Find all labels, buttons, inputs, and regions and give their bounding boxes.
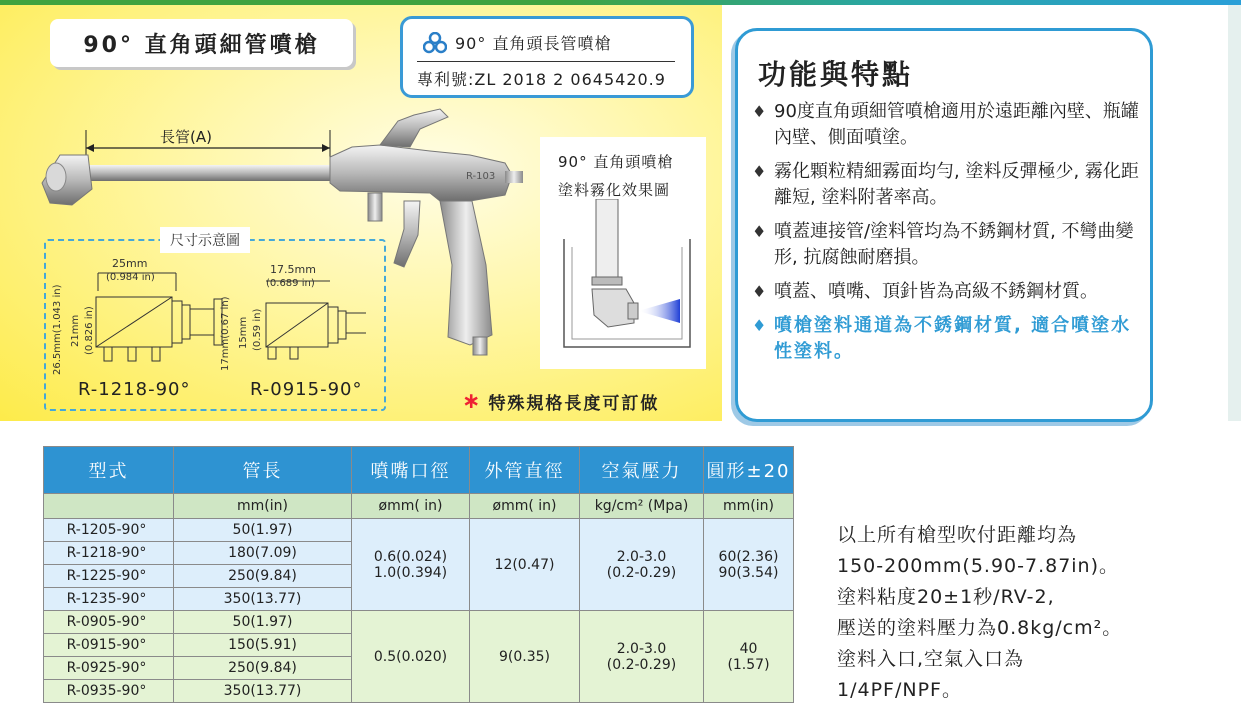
dim-a-width: 25mm — [112, 257, 148, 270]
nozzle-cell-b: 0.5(0.020) — [352, 611, 470, 703]
features-list — [752, 99, 1144, 373]
dim-model-a: R-1218-90° — [78, 379, 191, 400]
feature-item: ♦ 噴蓋、噴嘴、頂針皆為高級不銹鋼材質。 — [752, 279, 1144, 305]
company-logo-icon — [423, 32, 447, 54]
table-row: R-0915-90° 150(5.91) — [44, 634, 794, 657]
round-cell-b: 40 (1.57) — [704, 611, 794, 703]
air-cell-b: 2.0-3.0 (0.2-0.29) — [580, 611, 704, 703]
asterisk-icon: ∗ — [462, 388, 483, 414]
units-row: mm(in) ømm( in) ømm( in) kg/cm² (Mpa) mm(in) — [44, 494, 794, 519]
table-row: R-1235-90° 350(13.77) — [44, 588, 794, 611]
feature-item-highlight: ♦ 噴槍塗料通道為不銹鋼材質, 適合噴塗水性塗料。 — [752, 315, 1132, 362]
effect-label-2: 塗料霧化效果圖 — [558, 181, 671, 199]
custom-length-note — [462, 389, 659, 414]
diamond-bullet-icon: ♦ — [752, 316, 769, 335]
table-row: R-0905-90° 50(1.97) 0.5(0.020) 9(0.35) 2.0-3.0 (0.2-0.29) 40 (1.57) — [44, 611, 794, 634]
patent-product-name: 90° 直角頭長管噴槍 — [455, 34, 612, 53]
table-header-row — [44, 447, 794, 494]
dim-b-height: 17mm(0.67 in) — [220, 296, 231, 371]
table-row: R-1205-90° 50(1.97) 0.6(0.024) 1.0(0.394) 12(0.47) 2.0-3.0 (0.2-0.29) 60(2.36) 90(3.54) — [44, 519, 794, 542]
col-header-outer: 外管直徑 — [470, 447, 580, 494]
diamond-bullet-icon: ♦ — [752, 222, 767, 241]
dim-a-inner: 21mm — [70, 314, 81, 347]
product-title: 90° 直角頭細管噴槍 — [50, 19, 353, 67]
feature-item: ♦ 90度直角頭細管噴槍適用於遠距離內壁、瓶罐內壁、側面噴塗。 — [752, 101, 1139, 148]
usage-note: 以上所有槍型吹付距離均為 150-200mm(5.90-7.87in)。 塗料粘度20±1秒/RV-2, 壓送的塗料壓力為0.8kg/cm²。 塗料入口,空氣入口為 1/4PF/NPF。 — [837, 524, 1123, 701]
dim-b-inner-in: (0.59 in) — [252, 308, 263, 351]
round-cell-a: 60(2.36) 90(3.54) — [704, 519, 794, 611]
spray-effect-box — [540, 137, 706, 369]
diamond-bullet-icon: ♦ — [752, 282, 767, 301]
patent-box — [400, 16, 694, 98]
col-header-model: 型式 — [44, 447, 174, 494]
gun-model-mark: R-103 — [466, 171, 496, 182]
dim-a-inner-in: (0.826 in) — [84, 306, 95, 355]
nozzle-cell-a: 0.6(0.024) 1.0(0.394) — [352, 519, 470, 611]
dimension-diagram-title: 尺寸示意圖 — [160, 227, 250, 253]
dim-b-inner: 15mm — [238, 316, 249, 349]
decorative-strip — [1228, 5, 1241, 421]
col-header-nozzle: 噴嘴口徑 — [352, 447, 470, 494]
col-header-round: 圓形±20 — [704, 447, 794, 494]
table-row: R-1225-90° 250(9.84) — [44, 565, 794, 588]
features-panel — [735, 28, 1153, 422]
tube-length-label: 長管(A) — [160, 128, 212, 146]
patent-number: 專利號:ZL 2018 2 0645420.9 — [417, 61, 675, 90]
table-row: R-0925-90° 250(9.84) — [44, 657, 794, 680]
spec-table — [43, 446, 794, 703]
diamond-bullet-icon: ♦ — [752, 162, 767, 181]
diamond-bullet-icon: ♦ — [752, 102, 767, 121]
col-header-air: 空氣壓力 — [580, 447, 704, 494]
dim-b-width: 17.5mm — [270, 263, 316, 276]
dim-a-height: 26.5mm(1.043 in) — [52, 284, 63, 375]
outer-cell-b: 9(0.35) — [470, 611, 580, 703]
table-row: R-1218-90° 180(7.09) — [44, 542, 794, 565]
spray-effect-diagram — [540, 199, 706, 369]
features-title: 功能與特點 — [758, 58, 914, 91]
col-header-length: 管長 — [174, 447, 352, 494]
air-cell-a: 2.0-3.0 (0.2-0.29) — [580, 519, 704, 611]
dim-a-width-in: (0.984 in) — [106, 272, 155, 283]
feature-item: ♦ 霧化顆粒精細霧面均勻, 塗料反彈極少, 霧化距離短, 塗料附著率高。 — [752, 161, 1139, 208]
custom-length-text: 特殊規格長度可訂做 — [488, 394, 660, 414]
dim-model-b: R-0915-90° — [250, 379, 363, 400]
effect-label-1: 90° 直角頭噴槍 — [558, 153, 674, 171]
outer-cell-a: 12(0.47) — [470, 519, 580, 611]
table-row: R-0935-90° 350(13.77) — [44, 680, 794, 703]
dim-b-width-in: (0.689 in) — [266, 278, 315, 289]
feature-item: ♦ 噴蓋連接管/塗料管均為不銹鋼材質, 不彎曲變形, 抗腐蝕耐磨損。 — [752, 221, 1134, 268]
